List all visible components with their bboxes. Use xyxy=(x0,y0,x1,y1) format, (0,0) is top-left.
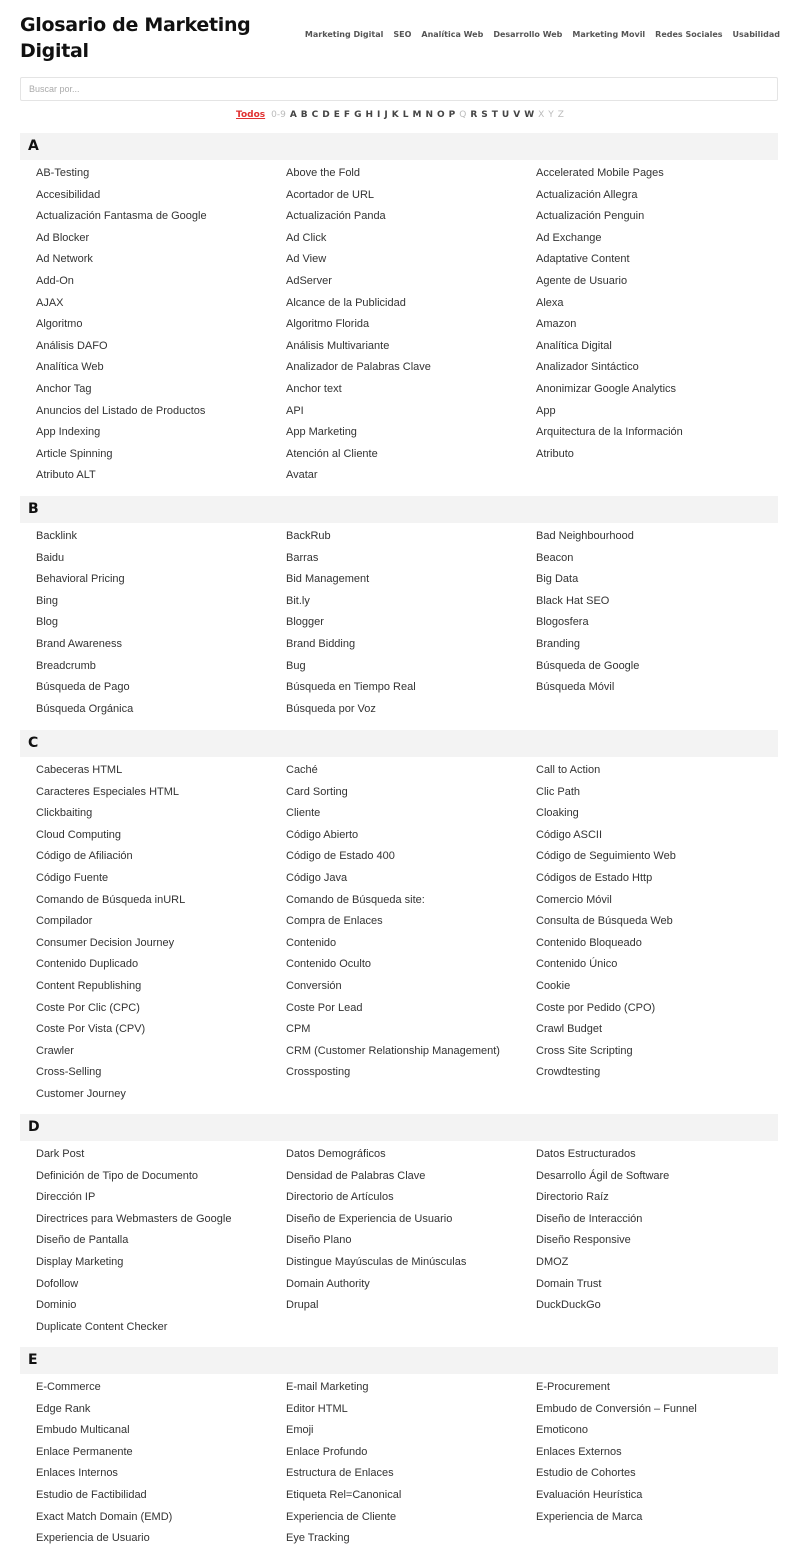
filter-e[interactable]: E xyxy=(333,110,340,120)
filter-u[interactable]: U xyxy=(501,110,510,120)
filter-p[interactable]: P xyxy=(448,110,456,120)
glossary-term-link[interactable]: Conversión xyxy=(286,979,342,992)
site-header xyxy=(20,10,780,66)
glossary-term-link[interactable]: Analizador Sintáctico xyxy=(536,361,639,374)
section-heading: C xyxy=(20,730,778,757)
glossary-term-link[interactable]: Contenido xyxy=(286,936,337,949)
glossary-term-link[interactable]: Acortador de URL xyxy=(286,188,375,201)
glossary-term-link[interactable]: Experiencia de Cliente xyxy=(286,1510,397,1523)
glossary-term-link[interactable]: Ad Exchange xyxy=(536,231,602,244)
filter-o[interactable]: O xyxy=(436,110,445,120)
glossary-term-link[interactable]: Embudo de Conversión – Funnel xyxy=(536,1402,697,1415)
glossary-term-link[interactable]: Brand Bidding xyxy=(286,637,356,650)
glossary-term-link[interactable]: Diseño de Experiencia de Usuario xyxy=(286,1212,453,1225)
glossary-term-link[interactable]: Consulta de Búsqueda Web xyxy=(536,915,673,928)
section-c xyxy=(20,730,778,1106)
filter-x: X xyxy=(538,110,545,120)
glossary-term-link[interactable]: Búsqueda Móvil xyxy=(536,681,615,694)
glossary-term-link[interactable]: Enlace Permanente xyxy=(36,1445,133,1458)
glossary-term-link[interactable]: Bit.ly xyxy=(286,594,310,607)
glossary-term-link[interactable]: Compra de Enlaces xyxy=(286,915,383,928)
glossary-term-link[interactable]: Búsqueda Orgánica xyxy=(36,702,134,715)
nav-link-anal-tica-web[interactable]: Analítica Web xyxy=(421,30,484,39)
glossary-term-link[interactable]: Bug xyxy=(286,659,306,672)
glossary-term-link[interactable]: Estudio de Factibilidad xyxy=(36,1488,147,1501)
glossary-term-link[interactable]: Cloaking xyxy=(536,807,579,820)
glossary-term-link[interactable]: Atención al Cliente xyxy=(286,447,378,460)
glossary-term-link[interactable]: Análisis Multivariante xyxy=(286,339,390,352)
glossary-term-link[interactable]: E-mail Marketing xyxy=(286,1381,369,1393)
glossary-term-link[interactable]: Above the Fold xyxy=(286,167,360,179)
section-e xyxy=(20,1347,778,1550)
glossary-term-link[interactable]: Blogosfera xyxy=(536,616,589,629)
glossary-term-link[interactable]: Búsqueda de Google xyxy=(536,659,640,672)
glossary-term-link[interactable]: Avatar xyxy=(286,469,318,482)
glossary-term-link[interactable]: Análisis DAFO xyxy=(36,339,108,352)
section-heading: B xyxy=(20,496,778,523)
glossary-term-link[interactable]: Crawler xyxy=(36,1044,74,1057)
nav-link-usabilidad[interactable]: Usabilidad xyxy=(732,30,780,39)
glossary-term-link[interactable]: Bad Neighbourhood xyxy=(536,530,634,542)
glossary-term-link[interactable]: Contenido Bloqueado xyxy=(536,936,642,949)
nav-link-marketing-digital[interactable]: Marketing Digital xyxy=(304,30,384,39)
glossary-term-link[interactable]: Código Java xyxy=(286,871,348,884)
glossary-term-link[interactable]: Actualización Fantasma de Google xyxy=(36,210,207,223)
glossary-term-link[interactable]: Código de Seguimiento Web xyxy=(536,850,676,863)
glossary-term-link[interactable]: Etiqueta Rel=Canonical xyxy=(286,1488,402,1501)
glossary-term-link[interactable]: Atributo ALT xyxy=(36,469,96,482)
glossary-term-link[interactable]: Densidad de Palabras Clave xyxy=(286,1169,426,1182)
glossary-term-link[interactable]: Bing xyxy=(36,594,59,607)
glossary-term-link[interactable]: Duplicate Content Checker xyxy=(36,1320,168,1333)
glossary-term-link[interactable]: Consumer Decision Journey xyxy=(36,936,175,949)
glossary-term-link[interactable]: E-Procurement xyxy=(536,1381,610,1393)
glossary-term-link[interactable]: Dofollow xyxy=(36,1277,79,1290)
filter-0-9: 0-9 xyxy=(271,110,286,120)
term-list xyxy=(20,1374,778,1550)
glossary-term-link[interactable]: Arquitectura de la Información xyxy=(536,426,683,439)
page-title: Glosario de Marketing Digital xyxy=(20,14,251,62)
glossary-term-link[interactable]: Call to Action xyxy=(536,764,601,776)
glossary-term-link[interactable]: AJAX xyxy=(36,296,64,309)
filter-i[interactable]: I xyxy=(377,110,381,120)
glossary-term-link[interactable]: Analítica Web xyxy=(36,361,104,374)
glossary-term-link[interactable]: Estructura de Enlaces xyxy=(286,1467,394,1480)
glossary-term-link[interactable]: Cookie xyxy=(536,979,571,992)
glossary-term-link[interactable]: Datos Estructurados xyxy=(536,1148,636,1160)
glossary-term-link[interactable]: Búsqueda de Pago xyxy=(36,681,130,694)
glossary-term-link[interactable]: Código ASCII xyxy=(536,828,603,841)
glossary-term-link[interactable]: Diseño Responsive xyxy=(536,1234,631,1247)
filter-b[interactable]: B xyxy=(300,110,308,120)
glossary-term-link[interactable]: Analizador de Palabras Clave xyxy=(286,361,431,374)
glossary-term-link[interactable]: Article Spinning xyxy=(36,447,113,460)
glossary-term-link[interactable]: DuckDuckGo xyxy=(536,1299,601,1312)
glossary-term-link[interactable]: Coste por Pedido (CPO) xyxy=(536,1001,656,1014)
glossary-term-link[interactable]: Coste Por Clic (CPC) xyxy=(36,1001,140,1014)
glossary-term-link[interactable]: Comando de Búsqueda inURL xyxy=(36,893,186,906)
filter-h[interactable]: H xyxy=(365,110,374,120)
glossary-term-link[interactable]: Black Hat SEO xyxy=(536,594,610,607)
filter-c[interactable]: C xyxy=(311,110,319,120)
glossary-term-link[interactable]: Crawl Budget xyxy=(536,1023,603,1036)
glossary-term-link[interactable]: Backlink xyxy=(36,530,77,542)
glossary-term-link[interactable]: API xyxy=(286,404,304,417)
glossary-term-link[interactable]: Directorio de Artículos xyxy=(286,1191,394,1204)
term-list xyxy=(20,160,778,487)
glossary-term-link[interactable]: Accesibilidad xyxy=(36,188,101,201)
glossary-term-link[interactable]: Ad View xyxy=(286,253,327,266)
glossary-term-link[interactable]: Cross-Selling xyxy=(36,1066,102,1079)
glossary-term-link[interactable]: Breadcrumb xyxy=(36,659,96,672)
term-list xyxy=(20,523,778,720)
glossary-term-link[interactable]: Código Fuente xyxy=(36,871,109,884)
glossary-term-link[interactable]: Enlaces Externos xyxy=(536,1445,622,1458)
glossary-term-link[interactable]: Bid Management xyxy=(286,573,370,586)
glossary-term-link[interactable]: Experiencia de Usuario xyxy=(36,1532,150,1545)
glossary-term-link[interactable]: Actualización Penguin xyxy=(536,210,645,223)
glossary-term-link[interactable]: Baidu xyxy=(36,551,65,564)
filter-d[interactable]: D xyxy=(322,110,330,120)
glossary-term-link[interactable]: Ad Click xyxy=(286,231,327,244)
glossary-term-link[interactable]: Cross Site Scripting xyxy=(536,1044,633,1057)
nav-link-desarrollo-web[interactable]: Desarrollo Web xyxy=(493,30,563,39)
glossary-term-link[interactable]: Big Data xyxy=(536,573,579,586)
glossary-term-link[interactable]: Enlace Profundo xyxy=(286,1445,368,1458)
glossary-term-link[interactable]: Crossposting xyxy=(286,1066,351,1079)
glossary-term-link[interactable]: Comercio Móvil xyxy=(536,893,612,906)
glossary-term-link[interactable]: Cloud Computing xyxy=(36,828,121,841)
filter-k[interactable]: K xyxy=(391,110,399,120)
glossary-term-link[interactable]: Emoticono xyxy=(536,1424,588,1437)
filter-z: Z xyxy=(557,110,564,120)
glossary-term-link[interactable]: Add-On xyxy=(36,274,74,287)
search-input[interactable] xyxy=(20,77,778,101)
glossary-term-link[interactable]: Código de Afiliación xyxy=(36,850,133,863)
glossary-term-link[interactable]: CPM xyxy=(286,1023,311,1036)
glossary-term-link[interactable]: Atributo xyxy=(536,447,574,460)
glossary-term-link[interactable]: Accelerated Mobile Pages xyxy=(536,167,664,179)
glossary-term-link[interactable]: Beacon xyxy=(536,551,574,564)
glossary-term-link[interactable]: Estudio de Cohortes xyxy=(536,1467,636,1480)
nav-link-seo[interactable]: SEO xyxy=(393,30,412,39)
filter-y: Y xyxy=(548,110,554,120)
filter-s[interactable]: S xyxy=(481,110,488,120)
glossary-term-link[interactable]: Actualización Panda xyxy=(286,210,386,223)
glossary-term-link[interactable]: Branding xyxy=(536,637,581,650)
glossary-term-link[interactable]: Experiencia de Marca xyxy=(536,1510,643,1523)
glossary-term-link[interactable]: Blogger xyxy=(286,616,324,629)
glossary-term-link[interactable]: BackRub xyxy=(286,530,331,542)
filter-m[interactable]: M xyxy=(412,110,422,120)
glossary-term-link[interactable]: AB-Testing xyxy=(36,167,90,179)
section-a xyxy=(20,133,778,487)
filter-l[interactable]: L xyxy=(402,110,409,120)
glossary-term-link[interactable]: Anuncios del Listado de Productos xyxy=(36,404,206,417)
nav-link-redes-sociales[interactable]: Redes Sociales xyxy=(655,30,723,39)
glossary-term-link[interactable]: Ad Network xyxy=(36,253,93,266)
glossary-term-link[interactable]: Behavioral Pricing xyxy=(36,573,125,586)
glossary-term-link[interactable]: Eye Tracking xyxy=(286,1532,350,1545)
glossary-term-link[interactable]: Búsqueda en Tiempo Real xyxy=(286,681,416,694)
glossary-term-link[interactable]: Cliente xyxy=(286,807,321,820)
glossary-term-link[interactable]: Diseño Plano xyxy=(286,1234,352,1247)
glossary-term-link[interactable]: Drupal xyxy=(286,1299,319,1312)
top-nav xyxy=(305,30,780,39)
glossary-term-link[interactable]: Ad Blocker xyxy=(36,231,90,244)
glossary-term-link[interactable]: Contenido Duplicado xyxy=(36,958,139,971)
glossary-term-link[interactable]: Caracteres Especiales HTML xyxy=(36,785,180,798)
glossary-term-link[interactable]: Algoritmo Florida xyxy=(286,318,370,331)
glossary-term-link[interactable]: Definición de Tipo de Documento xyxy=(36,1169,199,1182)
filter-a[interactable]: A xyxy=(289,110,297,120)
filter-g[interactable]: G xyxy=(354,110,362,120)
glossary-term-link[interactable]: App xyxy=(536,404,556,417)
term-list xyxy=(20,1141,778,1338)
glossary-term-link[interactable]: Domain Authority xyxy=(286,1277,370,1290)
section-b xyxy=(20,496,778,720)
filter-t[interactable]: T xyxy=(491,110,498,120)
glossary-term-link[interactable]: Distingue Mayúsculas de Minúsculas xyxy=(286,1255,467,1268)
glossary-term-link[interactable]: Códigos de Estado Http xyxy=(536,871,653,884)
glossary-term-link[interactable]: Blog xyxy=(36,616,59,629)
glossary-term-link[interactable]: Emoji xyxy=(286,1424,314,1437)
filter-r[interactable]: R xyxy=(470,110,478,120)
glossary-term-link[interactable]: Actualización Allegra xyxy=(536,188,638,201)
glossary-term-link[interactable]: Customer Journey xyxy=(36,1087,126,1100)
filter-f[interactable]: F xyxy=(343,110,351,120)
term-list xyxy=(20,757,778,1106)
glossary-term-link[interactable]: Alcance de la Publicidad xyxy=(286,296,406,309)
alphabet-filter xyxy=(0,110,800,120)
glossary-term-link[interactable]: Crowdtesting xyxy=(536,1066,601,1079)
filter-j[interactable]: J xyxy=(384,110,388,120)
glossary-term-link[interactable]: Directorio Raíz xyxy=(536,1191,609,1204)
glossary-term-link[interactable]: Comando de Búsqueda site: xyxy=(286,893,425,906)
glossary-term-link[interactable]: Anonimizar Google Analytics xyxy=(536,382,677,395)
glossary-term-link[interactable]: Compilador xyxy=(36,915,93,928)
glossary-term-link[interactable]: Clickbaiting xyxy=(36,807,93,820)
glossary-term-link[interactable]: Búsqueda por Voz xyxy=(286,702,376,715)
section-heading: A xyxy=(20,133,778,160)
glossary-term-link[interactable]: Código Abierto xyxy=(286,828,359,841)
glossary-term-link[interactable]: Dominio xyxy=(36,1299,77,1312)
glossary-term-link[interactable]: Diseño de Pantalla xyxy=(36,1234,129,1247)
glossary-term-link[interactable]: App Indexing xyxy=(36,426,101,439)
glossary-term-link[interactable]: Desarrollo Ágil de Software xyxy=(536,1169,670,1182)
glossary-term-link[interactable]: Contenido Único xyxy=(536,958,618,971)
glossary-term-link[interactable]: Algoritmo xyxy=(36,318,83,331)
glossary-term-link[interactable]: Editor HTML xyxy=(286,1402,348,1415)
glossary-term-link[interactable]: Domain Trust xyxy=(536,1277,602,1290)
glossary-term-link[interactable]: Dirección IP xyxy=(36,1191,96,1204)
glossary-term-link[interactable]: Content Republishing xyxy=(36,979,142,992)
glossary-term-link[interactable]: Anchor text xyxy=(286,382,342,395)
glossary-term-link[interactable]: Código de Estado 400 xyxy=(286,850,395,863)
glossary-term-link[interactable]: Analítica Digital xyxy=(536,339,612,352)
glossary-term-link[interactable]: Enlaces Internos xyxy=(36,1467,118,1480)
glossary-term-link[interactable]: Clic Path xyxy=(536,785,581,798)
glossary-term-link[interactable]: Card Sorting xyxy=(286,785,348,798)
glossary-term-link[interactable]: Coste Por Lead xyxy=(286,1001,363,1014)
glossary-term-link[interactable]: Amazon xyxy=(536,318,577,331)
filter-todos[interactable]: Todos xyxy=(236,110,266,120)
glossary-term-link[interactable]: Exact Match Domain (EMD) xyxy=(36,1510,173,1523)
section-d xyxy=(20,1114,778,1338)
glossary-term-link[interactable]: Caché xyxy=(286,764,318,776)
nav-link-marketing-movil[interactable]: Marketing Movil xyxy=(572,30,646,39)
glossary-term-link[interactable]: App Marketing xyxy=(286,426,357,439)
glossary-term-link[interactable]: Display Marketing xyxy=(36,1255,124,1268)
glossary-term-link[interactable]: Brand Awareness xyxy=(36,637,123,650)
section-heading: D xyxy=(20,1114,778,1141)
glossary-term-link[interactable]: Directrices para Webmasters de Google xyxy=(36,1212,232,1225)
glossary-term-link[interactable]: Evaluación Heurística xyxy=(536,1488,643,1501)
glossary-term-link[interactable]: Anchor Tag xyxy=(36,382,92,395)
glossary-term-link[interactable]: Adaptative Content xyxy=(536,253,630,266)
glossary-term-link[interactable]: Barras xyxy=(286,551,319,564)
section-heading: E xyxy=(20,1347,778,1374)
glossary-term-link[interactable]: Datos Demográficos xyxy=(286,1148,386,1160)
glossary-term-link[interactable]: DMOZ xyxy=(536,1255,569,1268)
glossary-term-link[interactable]: Diseño de Interacción xyxy=(536,1212,643,1225)
glossary-term-link[interactable]: Dark Post xyxy=(36,1148,85,1160)
glossary-term-link[interactable]: Agente de Usuario xyxy=(536,274,628,287)
glossary-term-link[interactable]: Coste Por Vista (CPV) xyxy=(36,1023,146,1036)
filter-q: Q xyxy=(459,110,467,120)
glossary-term-link[interactable]: Edge Rank xyxy=(36,1402,91,1415)
glossary-term-link[interactable]: Alexa xyxy=(536,296,564,309)
glossary-term-link[interactable]: AdServer xyxy=(286,274,332,287)
glossary-term-link[interactable]: Embudo Multicanal xyxy=(36,1424,130,1437)
glossary-term-link[interactable]: CRM (Customer Relationship Management) xyxy=(286,1044,500,1057)
glossary-term-link[interactable]: Contenido Oculto xyxy=(286,958,371,971)
filter-n[interactable]: N xyxy=(425,110,433,120)
glossary-term-link[interactable]: E-Commerce xyxy=(36,1381,101,1393)
filter-w[interactable]: W xyxy=(524,110,535,120)
filter-v[interactable]: V xyxy=(513,110,521,120)
glossary-term-link[interactable]: Cabeceras HTML xyxy=(36,764,123,776)
